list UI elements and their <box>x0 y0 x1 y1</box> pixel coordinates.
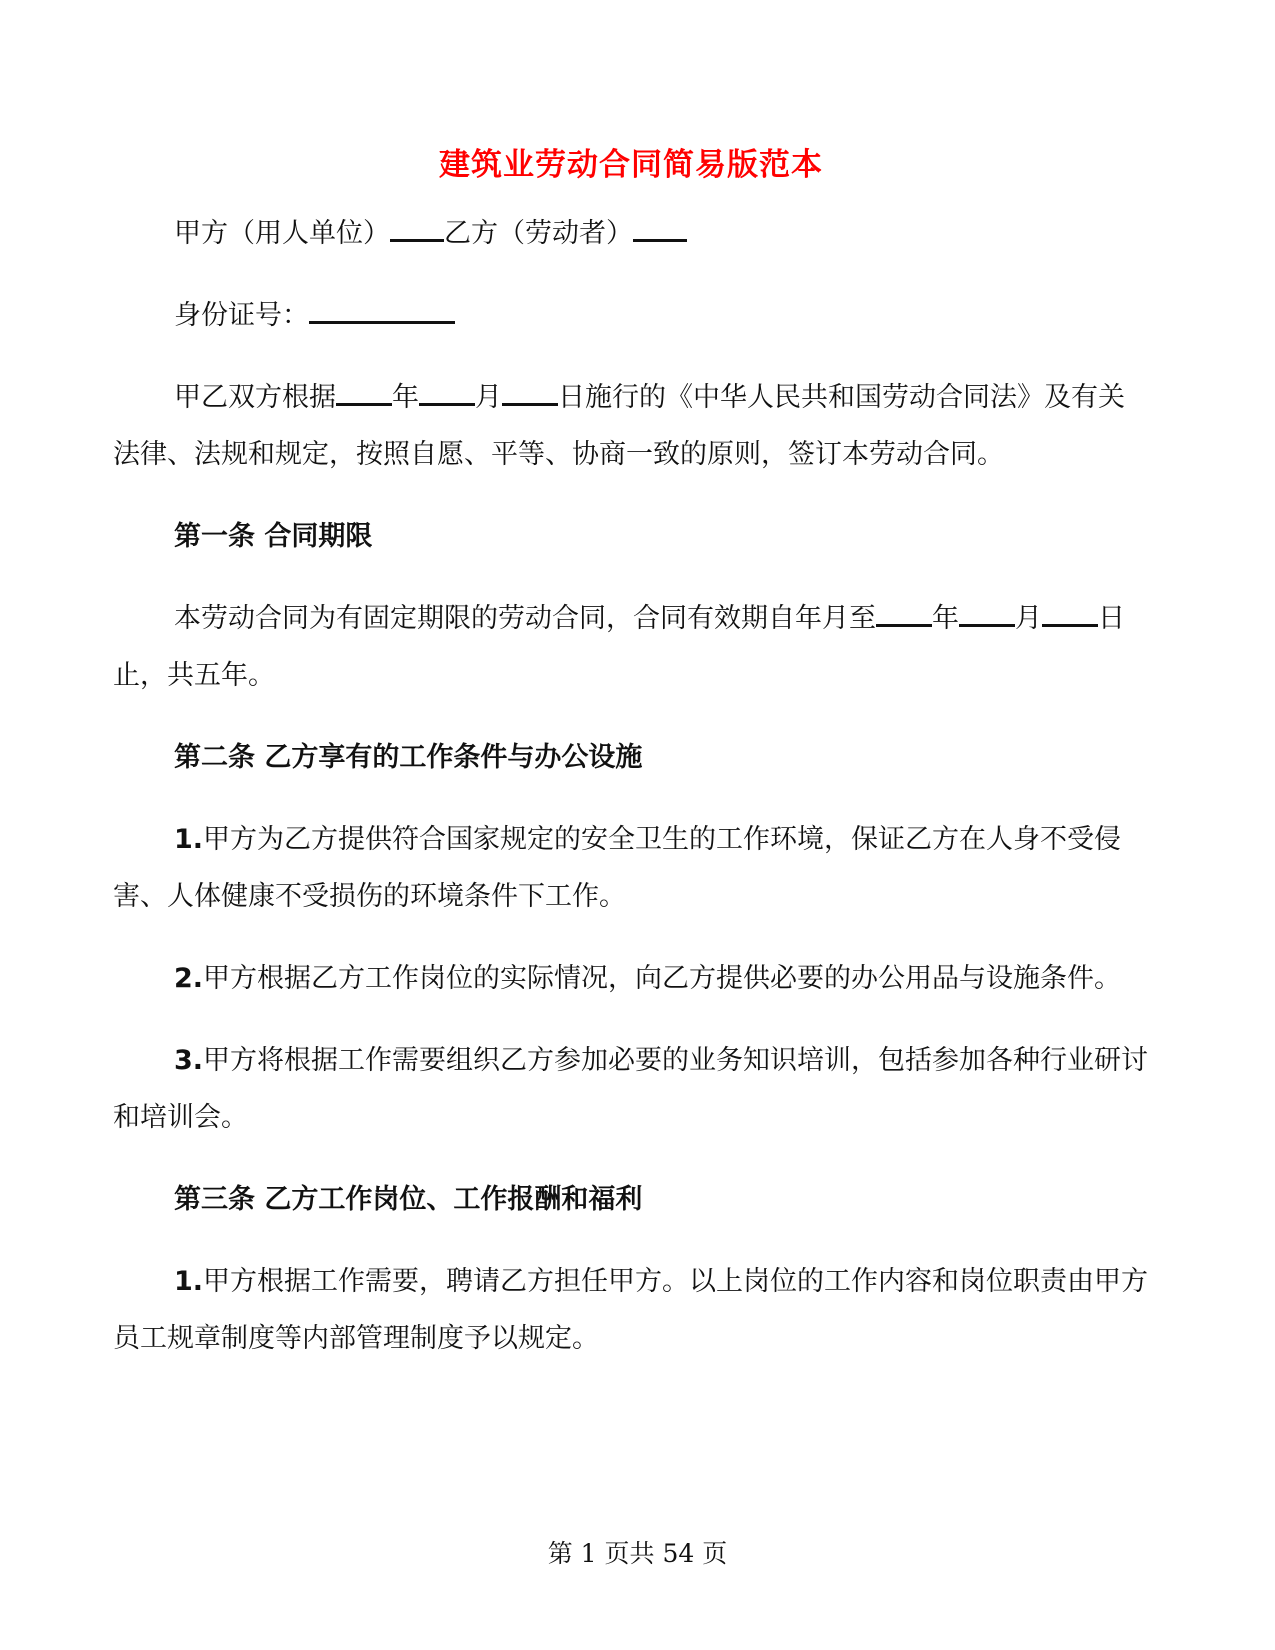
article-1-heading: 第一条 合同期限 <box>174 521 373 552</box>
intro-year-blank <box>336 381 392 406</box>
intro-day-blank <box>502 381 558 406</box>
article-3-item <box>113 1253 1149 1367</box>
intro-paragraph <box>113 369 1149 483</box>
party-a-blank <box>390 217 444 242</box>
article-2-item <box>113 811 1149 925</box>
intro-text-start: 甲乙双方根据 <box>174 382 336 413</box>
item-text: 甲方根据工作需要，聘请乙方担任甲方。以上岗位的工作内容和岗位职责由甲方员工规章制度等内部管理制度予以规定。 <box>113 1266 1149 1354</box>
article-3-heading: 第三条 乙方工作岗位、工作报酬和福利 <box>174 1184 643 1215</box>
article-1-year-label: 年 <box>932 603 959 634</box>
intro-month-blank <box>419 381 475 406</box>
party-a-label: 甲方（用人单位） <box>174 218 390 249</box>
id-number-line <box>113 287 1149 344</box>
article-1-month-blank <box>959 602 1015 627</box>
item-number: 1. <box>174 1266 204 1297</box>
intro-year-label: 年 <box>392 382 419 413</box>
item-number: 3. <box>174 1045 204 1076</box>
item-number: 2. <box>174 963 204 994</box>
article-1-day-blank <box>1042 602 1098 627</box>
article-1-text-start: 本劳动合同为有固定期限的劳动合同，合同有效期自年月至 <box>174 603 876 634</box>
intro-month-label: 月 <box>475 382 502 413</box>
page-title: 建筑业劳动合同简易版范本 <box>439 147 823 183</box>
article-1-month-label: 月 <box>1015 603 1042 634</box>
id-label: 身份证号： <box>174 300 309 331</box>
intro-text-end: 日施行的《中华人民共和国劳动合同法》及有关法律、法规和规定，按照自愿、平等、协商一致的原则，签订本劳动合同。 <box>113 382 1125 470</box>
party-b-label: 乙方（劳动者） <box>444 218 633 249</box>
article-1-year-blank <box>876 602 932 627</box>
id-blank <box>309 299 455 324</box>
article-2-heading: 第二条 乙方享有的工作条件与办公设施 <box>174 742 643 773</box>
item-number: 1. <box>174 824 204 855</box>
party-line <box>113 205 1149 262</box>
party-b-blank <box>633 217 687 242</box>
item-text: 甲方为乙方提供符合国家规定的安全卫生的工作环境，保证乙方在人身不受侵害、人体健康不受损伤的环境条件下工作。 <box>113 824 1122 912</box>
page-number-footer: 第 1 页共 54 页 <box>547 1539 728 1568</box>
article-2-item <box>113 1032 1149 1146</box>
document-body <box>113 143 1149 1392</box>
item-text: 甲方将根据工作需要组织乙方参加必要的业务知识培训，包括参加各种行业研讨和培训会。 <box>113 1045 1149 1133</box>
item-text: 甲方根据乙方工作岗位的实际情况，向乙方提供必要的办公用品与设施条件。 <box>203 963 1122 994</box>
article-1-paragraph <box>113 590 1149 704</box>
article-2-item <box>113 950 1149 1007</box>
article-1-text-end: 日止，共五年。 <box>113 603 1125 691</box>
